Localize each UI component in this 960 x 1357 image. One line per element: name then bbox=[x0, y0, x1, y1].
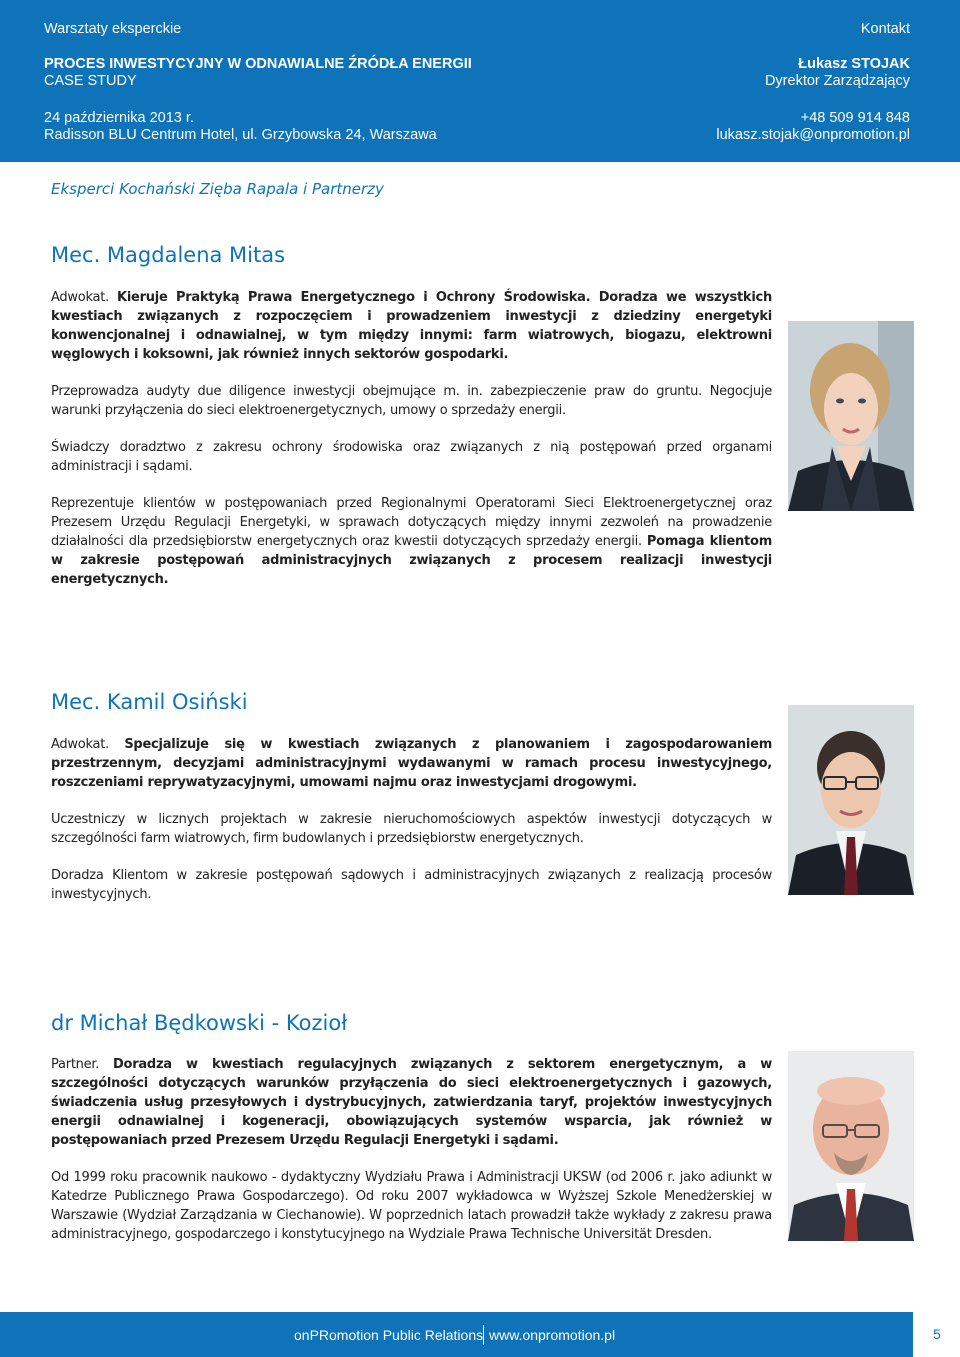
section-label: Eksperci Kochański Zięba Rapala i Partnerzy bbox=[51, 180, 384, 198]
expert-bio bbox=[51, 735, 772, 922]
expert-bio bbox=[51, 1055, 772, 1262]
event-venue: Radisson BLU Centrum Hotel, ul. Grzybowska 24, Warszawa bbox=[44, 127, 437, 143]
page-number: 5 bbox=[933, 1326, 941, 1342]
bio-paragraph bbox=[51, 1055, 772, 1150]
bio-paragraph: Doradza Klientom w zakresie postępowań sądowych i administracyjnych związanych z realizacją procesów inwestycyjnych. bbox=[51, 868, 772, 902]
bio-bold: Pomaga klientom w zakresie postępowań administracyjnych związanych z procesem realizacji inwestycji energetycznych. bbox=[51, 534, 773, 587]
bio-paragraph bbox=[51, 494, 772, 589]
event-subtitle: CASE STUDY bbox=[44, 73, 137, 89]
event-date: 24 października 2013 r. bbox=[44, 110, 194, 126]
event-title: PROCES INWESTYCYJNY W ODNAWIALNE ŹRÓDŁA ENERGII bbox=[44, 56, 472, 72]
contact-name: Łukasz STOJAK bbox=[798, 56, 910, 72]
contact-role: Dyrektor Zarządzający bbox=[764, 73, 910, 89]
bio-lead: Adwokat. bbox=[51, 737, 125, 752]
footer-bar bbox=[0, 1312, 913, 1357]
expert-photo bbox=[788, 1051, 914, 1241]
expert-name: Mec. Magdalena Mitas bbox=[51, 243, 286, 267]
footer-divider bbox=[483, 1325, 484, 1345]
bio-lead: Partner. bbox=[51, 1057, 113, 1072]
bio-bold: Kieruje Praktyką Prawa Energetycznego i Ochrony Środowiska. Doradza we wszystkich kwestiach związanych z rozpoczęciem i prowadzeniem inwestycji z dziedziny energetyki konwencjonalnej i odnawialnej, w tym między innymi: farm wiatrowych, biogazu, elektrowni węglowych i koksowni, jak również innych sektorów gospodarki. bbox=[51, 290, 772, 362]
bio-lead: Adwokat. bbox=[51, 290, 118, 305]
bio-paragraph: Od 1999 roku pracownik naukowo - dydaktyczny Wydziału Prawa i Administracji UKSW (od 2006 r. jako adiunkt w Katedrze Publicznego Prawa Gospodarczego). Od roku 2007 wykładowca w Wyższej Szkole Menedżerskiej w Warszawie (Wydział Zarządzania w Ciechanowie). W poprzednich latach prowadził także wykłady z zakresu prawa administracyjnego, gospodarczego i konstytucyjnego na Wydziale Prawa Technische Universität Dresden. bbox=[51, 1170, 772, 1242]
bio-paragraph bbox=[51, 288, 772, 364]
expert-name: dr Michał Będkowski - Kozioł bbox=[51, 1011, 348, 1035]
bio-bold: Specjalizuje się w kwestiach związanych z planowaniem i zagospodarowaniem przestrzennym, decyzjami administracyjnymi wydawanymi w ramach procesu inwestycyjnego, roszczeniami reprywatyzacyjnymi, umowami najmu oraz inwestycjami drogowymi. bbox=[51, 737, 772, 790]
contact-label: Kontakt bbox=[860, 21, 910, 37]
expert-name: Mec. Kamil Osiński bbox=[51, 690, 248, 714]
bio-paragraph: Uczestniczy w licznych projektach w zakresie nieruchomościowych aspektów inwestycji dotyczących w szczególności farm wiatrowych, firm budowlanych i przedsiębiorstw energetycznych. bbox=[51, 812, 772, 846]
bio-paragraph bbox=[51, 735, 772, 792]
bio-bold: Doradza w kwestiach regulacyjnych związanych z sektorem energetycznym, a w szczególności dotyczących warunków przyłączenia do sieci elektroenergetycznych i gazowych, świadczenia usług przesyłowych i dystrybucyjnych, zatwierdzania taryf, projektów inwestycyjnych energii odnawialnej i kogeneracji, obowiązujących systemów wsparcia, jak również w postępowaniach przed Prezesem Urzędu Regulacji Energetyki i sądami. bbox=[51, 1057, 772, 1148]
contact-phone[interactable]: +48 509 914 848 bbox=[800, 110, 910, 126]
expert-bio bbox=[51, 288, 772, 607]
footer-company: onPRomotion Public Relations bbox=[294, 1327, 484, 1343]
expert-photo bbox=[788, 705, 914, 895]
contact-email[interactable]: lukasz.stojak@onpromotion.pl bbox=[716, 127, 910, 143]
bio-lead: Reprezentuje klientów w postępowaniach przed Regionalnymi Operatorami Sieci Elektroenergetycznej oraz Prezesem Urzędu Regulacji Energetyki, w sprawach dotyczących między innymi zezwoleń na prowadzenie działalności dla przedsiębiorstw energetycznych oraz kwestii dotyczących sprzedaży energii. bbox=[51, 496, 772, 549]
footer-url[interactable]: www.onpromotion.pl bbox=[489, 1327, 616, 1343]
expert-photo bbox=[788, 321, 914, 511]
event-series: Warsztaty eksperckie bbox=[44, 21, 182, 37]
header-banner bbox=[0, 0, 960, 162]
bio-paragraph: Świadczy doradztwo z zakresu ochrony środowiska oraz związanych z nią postępowań przed organami administracji i sądami. bbox=[51, 440, 772, 474]
bio-paragraph: Przeprowadza audyty due diligence inwestycji obejmujące m. in. zabezpieczenie praw do gruntu. Negocjuje warunki przyłączenia do sieci elektroenergetycznych, umowy o sprzedaży energii. bbox=[51, 384, 772, 418]
